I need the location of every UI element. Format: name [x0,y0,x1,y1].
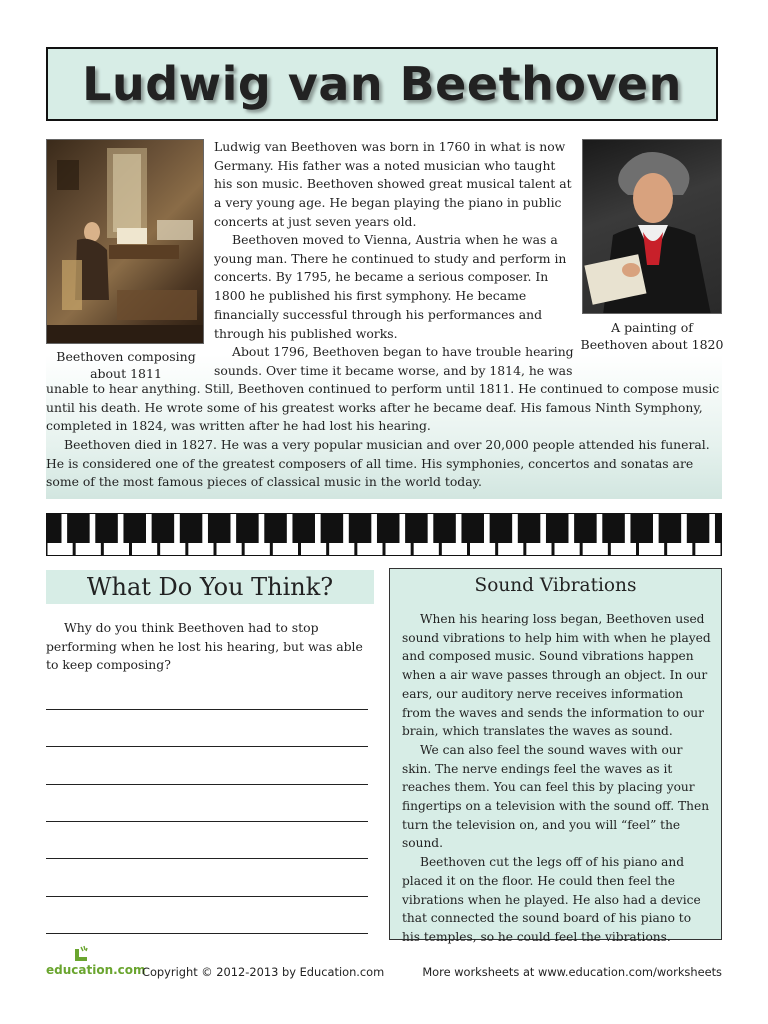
intro-paragraph-4-text: Beethoven died in 1827. He was a very popular musician and over 20,000 people attended his funeral. He is considered one of the greatest composers of all time. His symphonies, concertos and sonatas are some of the most famous pieces of classical music in the world today. [46,437,710,490]
white-key [555,543,580,555]
white-key [526,543,551,555]
composing-painting-icon [47,140,204,344]
white-key [639,543,664,555]
sound-text [402,610,712,947]
white-key [273,543,298,555]
sound-paragraph-3 [402,853,712,947]
white-key-gap [484,514,490,543]
white-key-gap [625,514,631,543]
white-key [442,543,467,555]
white-key-gap [287,514,293,543]
left-caption-line: about 1811 [90,366,162,381]
answer-line[interactable] [46,784,368,785]
white-key-gap [653,514,659,543]
intro-paragraph-2 [214,231,576,343]
piano-keys-divider [46,513,722,556]
title-banner [46,47,718,121]
white-key [414,543,439,555]
answer-line[interactable] [46,746,368,747]
white-key [132,543,157,555]
intro-paragraph-1: Ludwig van Beethoven was born in 1760 in what is now Germany. His father was a noted musician who taught his son music. Beethoven showed great musical talent at a very young age. He began playing the piano in public concerts at just seven years old. [214,139,572,229]
white-key [301,543,326,555]
white-key [245,543,270,555]
white-key-gap [681,514,687,543]
white-key-gap [371,514,377,543]
think-heading-bar [46,570,374,604]
white-key [357,543,382,555]
sound-paragraph-1-text: When his hearing loss began, Beethoven used sound vibrations to help him with when he played and composed music. Sound vibrations happen when a air wave passes through an object. In our ears, our auditory nerve receives information from the waves and sends the information to our brain, which translates the waves as sound. [402,612,711,739]
page-title: Ludwig van Beethoven [82,57,682,111]
education-logo-icon [72,945,90,963]
sound-paragraph-3-text: Beethoven cut the legs off of his piano and placed it on the floor. He could then feel the vibrations when he played. He also had a device that connected the sound board of his piano to his temples, so he could feel the vibrations. [402,855,701,944]
white-key-gap [456,514,462,543]
white-key-gap [90,514,96,543]
beethoven-composing-image [46,139,204,344]
white-key-gap [61,514,67,543]
white-key-gap [343,514,349,543]
answer-line[interactable] [46,821,368,822]
portrait-painting-icon [583,140,722,314]
right-caption-line: A painting of [611,320,693,335]
right-image-caption [578,319,726,353]
sound-paragraph-2-text: We can also feel the sound waves with our skin. The nerve endings feel the waves as it reaches them. You can feel this by placing your fingertips on a television with the sound off. Then turn the television on, and you will “feel” the sound. [402,742,710,851]
left-caption-line: Beethoven composing [56,349,196,364]
white-key-gap [709,514,715,543]
white-key [76,543,101,555]
white-key-gap [512,514,518,543]
intro-paragraph-3a [214,343,576,380]
beethoven-portrait-image [582,139,722,314]
intro-paragraph-3a-text: About 1796, Beethoven began to have trouble hearing sounds. Over time it became worse, and by 1814, he was [214,344,574,378]
education-logo[interactable]: education.com [46,963,146,977]
intro-paragraph-2-text: Beethoven moved to Vienna, Austria when he was a young man. There he continued to study and perform in concerts. By 1795, he became a serious composer. In 1800 he published his first symphony. He became financially successful through his performances and through his published works. [214,232,567,341]
think-question-text: Why do you think Beethoven had to stop performing when he lost his hearing, but was able to keep composing? [46,620,363,673]
copyright-text: Copyright © 2012-2013 by Education.com [142,965,385,979]
more-worksheets-link[interactable]: More worksheets at www.education.com/worksheets [422,965,722,979]
answer-line[interactable] [46,709,368,710]
right-caption-line: Beethoven about 1820 [580,337,724,352]
intro-paragraph-4 [46,436,722,492]
sound-paragraph-1 [402,610,712,741]
sound-vibrations-box [389,568,722,944]
white-key-gap [202,514,208,543]
white-key-gap [568,514,574,543]
white-key-gap [315,514,321,543]
white-key-gap [230,514,236,543]
sound-paragraph-2 [402,741,712,853]
white-key [48,543,73,555]
white-key [386,543,411,555]
white-key-gap [259,514,265,543]
white-key-gap [540,514,546,543]
white-key [583,543,608,555]
answer-line[interactable] [46,933,368,934]
white-key [188,543,213,555]
answer-line[interactable] [46,896,368,897]
white-key-gap [597,514,603,543]
answer-line[interactable] [46,858,368,859]
white-key-gap [174,514,180,543]
white-key-gap [428,514,434,543]
white-key [104,543,129,555]
white-key [217,543,242,555]
white-key-gap [146,514,152,543]
intro-paragraph-3b: unable to hear anything. Still, Beethoven continued to perform until 1811. He continued to compose music until his death. He wrote some of his greatest works after he became deaf. His famous Ninth Symphony, completed in 1824, was written after he had lost his hearing. [46,381,720,434]
white-key [498,543,523,555]
sound-heading: Sound Vibrations [474,575,637,596]
white-key-gap [399,514,405,543]
white-key [329,543,354,555]
think-question [46,619,366,675]
white-key [160,543,185,555]
white-key-gap [118,514,124,543]
think-heading: What Do You Think? [86,573,334,601]
left-image-caption [46,348,206,382]
white-key [470,543,495,555]
white-key [667,543,692,555]
white-key [611,543,636,555]
white-key [695,543,720,555]
